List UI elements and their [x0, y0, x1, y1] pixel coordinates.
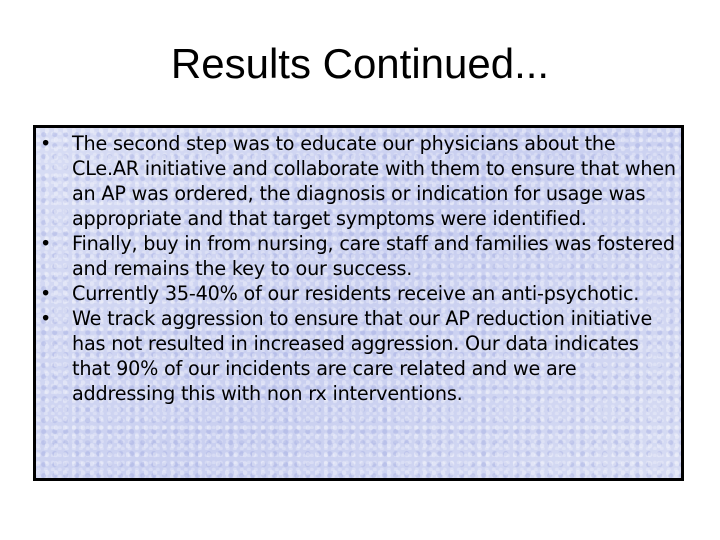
bullet-icon: • — [40, 307, 52, 330]
bullet-text: Currently 35-40% of our residents receive an anti-psychotic. — [72, 282, 640, 305]
bullet-text: The second step was to educate our physicians about the CLe.AR initiative and collaborate with them to ensure that when an AP was ordered, the diagnosis or indication for usage was appropriate and that target symptoms were identified. — [72, 132, 676, 230]
bullet-text: Finally, buy in from nursing, care staff and families was fostered and remains the key to our success. — [72, 232, 675, 280]
bullet-item — [40, 231, 681, 281]
bullet-icon: • — [40, 282, 52, 305]
bullet-item — [40, 306, 681, 406]
bullet-icon: • — [40, 232, 52, 255]
bullet-text: We track aggression to ensure that our AP reduction initiative has not resulted in increased aggression. Our data indicates that 90% of our incidents are care related and we are addressing this with non rx interventions. — [72, 307, 653, 405]
bullet-list — [40, 131, 681, 406]
bullet-icon: • — [40, 132, 52, 155]
slide-title: Results Continued... — [170, 40, 550, 87]
bullet-item — [40, 131, 681, 231]
bullet-item — [40, 281, 681, 306]
content-box — [33, 125, 684, 481]
